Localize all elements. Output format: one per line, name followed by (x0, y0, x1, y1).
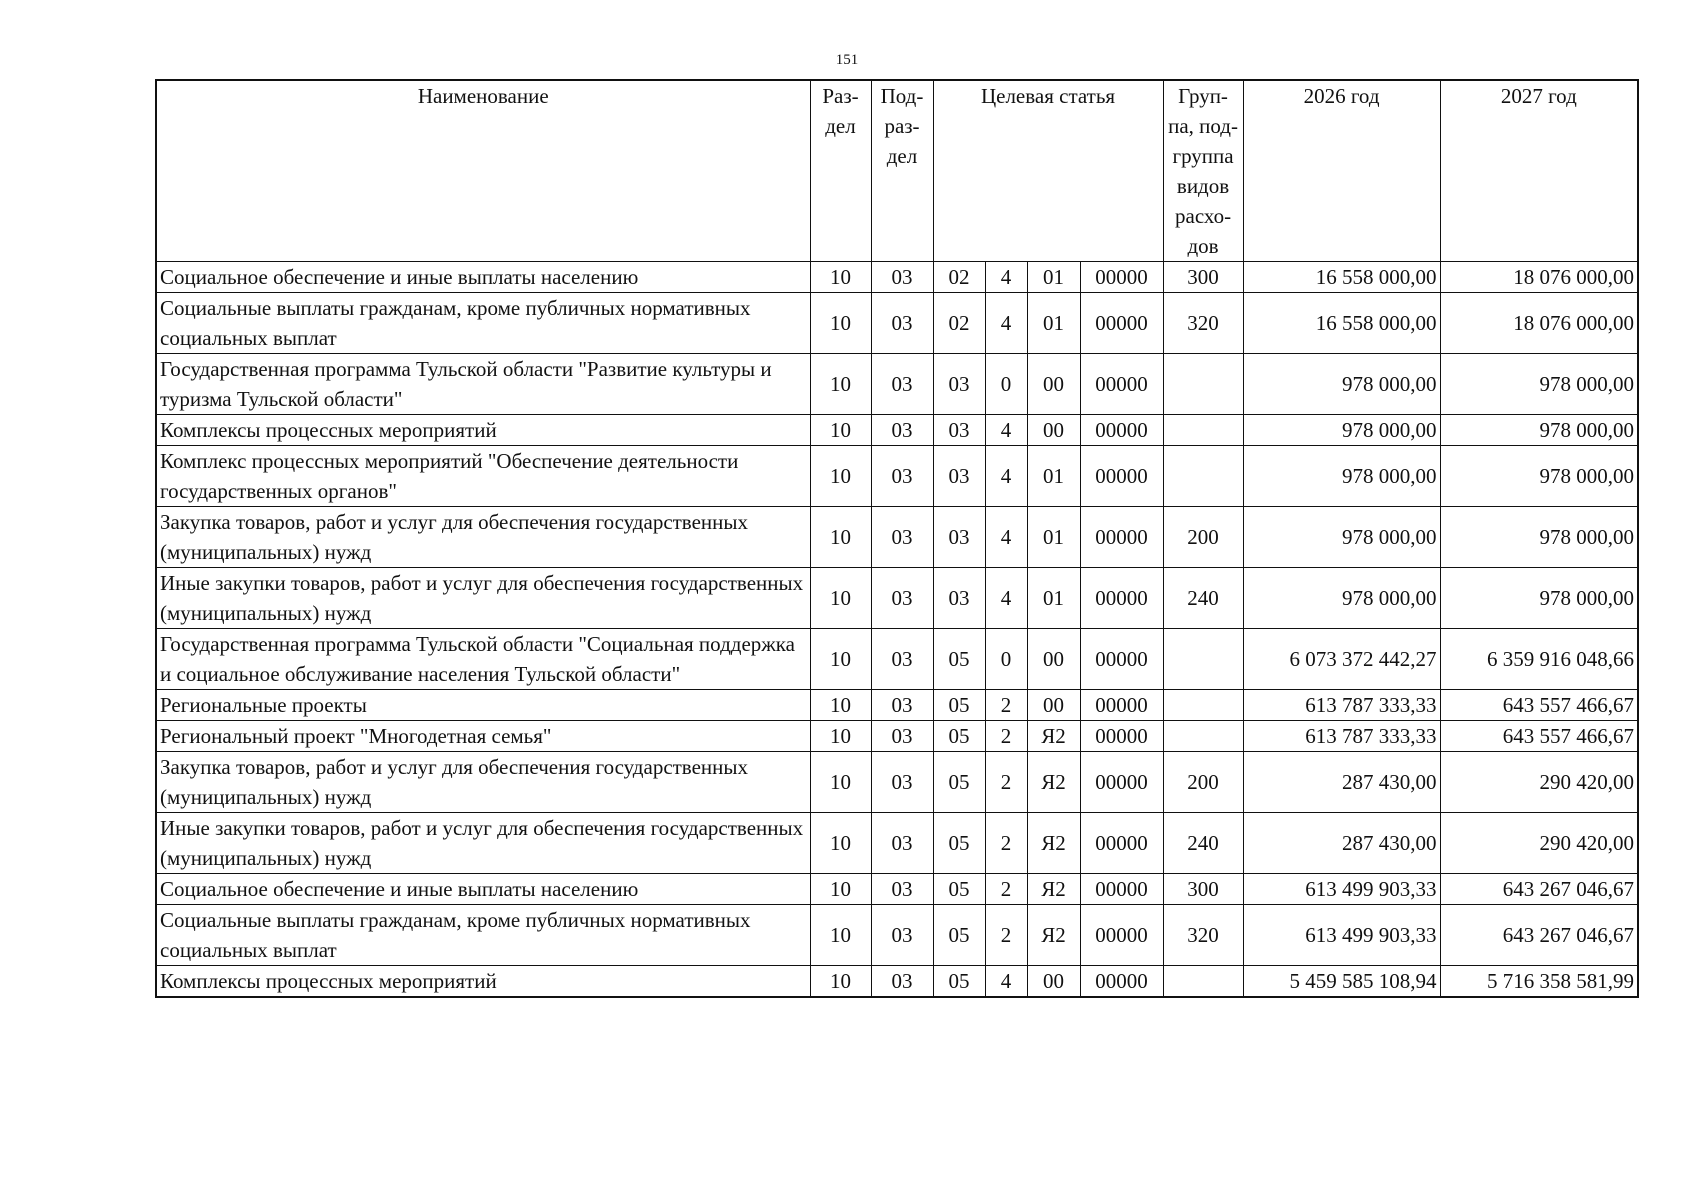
table-row (156, 752, 1638, 813)
row-subsection: 03 (871, 262, 933, 293)
row-subsection: 03 (871, 966, 933, 998)
row-target-direction: 00000 (1080, 293, 1163, 354)
row-expense-group (1163, 966, 1243, 998)
row-target-type: 0 (985, 629, 1027, 690)
budget-table (155, 79, 1639, 998)
row-target-element: Я2 (1027, 905, 1080, 966)
row-subsection: 03 (871, 905, 933, 966)
row-amount-2027: 6 359 916 048,66 (1440, 629, 1638, 690)
table-row (156, 354, 1638, 415)
row-target-element: Я2 (1027, 813, 1080, 874)
row-target-direction: 00000 (1080, 568, 1163, 629)
row-amount-2027: 978 000,00 (1440, 507, 1638, 568)
row-expense-group (1163, 721, 1243, 752)
row-section: 10 (810, 415, 871, 446)
row-amount-2026: 978 000,00 (1243, 415, 1440, 446)
row-expense-group (1163, 629, 1243, 690)
row-amount-2026: 287 430,00 (1243, 752, 1440, 813)
row-name: Государственная программа Тульской области "Развитие культуры и туризма Тульской области" (156, 354, 810, 415)
row-target-type: 4 (985, 966, 1027, 998)
row-subsection: 03 (871, 354, 933, 415)
row-name: Социальные выплаты гражданам, кроме публичных нормативных социальных выплат (156, 293, 810, 354)
row-section: 10 (810, 752, 871, 813)
row-section: 10 (810, 905, 871, 966)
row-amount-2027: 18 076 000,00 (1440, 262, 1638, 293)
table-body (156, 262, 1638, 998)
row-name: Региональный проект "Многодетная семья" (156, 721, 810, 752)
row-name: Закупка товаров, работ и услуг для обеспечения государственных (муниципальных) нужд (156, 752, 810, 813)
row-target-program: 03 (933, 446, 985, 507)
row-section: 10 (810, 721, 871, 752)
row-target-element: Я2 (1027, 874, 1080, 905)
table-row (156, 262, 1638, 293)
row-name: Иные закупки товаров, работ и услуг для обеспечения государственных (муниципальных) нужд (156, 813, 810, 874)
row-target-program: 05 (933, 813, 985, 874)
row-amount-2027: 643 267 046,67 (1440, 874, 1638, 905)
row-name: Комплекс процессных мероприятий "Обеспечение деятельности государственных органов" (156, 446, 810, 507)
row-expense-group: 320 (1163, 293, 1243, 354)
row-target-direction: 00000 (1080, 752, 1163, 813)
row-amount-2027: 643 267 046,67 (1440, 905, 1638, 966)
row-subsection: 03 (871, 293, 933, 354)
row-amount-2026: 287 430,00 (1243, 813, 1440, 874)
row-target-program: 05 (933, 629, 985, 690)
row-target-type: 4 (985, 262, 1027, 293)
row-name: Закупка товаров, работ и услуг для обеспечения государственных (муниципальных) нужд (156, 507, 810, 568)
row-section: 10 (810, 813, 871, 874)
row-target-direction: 00000 (1080, 446, 1163, 507)
row-target-program: 03 (933, 568, 985, 629)
table-row (156, 415, 1638, 446)
row-target-type: 4 (985, 293, 1027, 354)
row-amount-2027: 5 716 358 581,99 (1440, 966, 1638, 998)
header-subsection: Под- раз- дел (871, 80, 933, 262)
row-amount-2027: 978 000,00 (1440, 354, 1638, 415)
header-target-item: Целевая статья (933, 80, 1163, 262)
row-amount-2026: 16 558 000,00 (1243, 293, 1440, 354)
row-amount-2026: 613 787 333,33 (1243, 690, 1440, 721)
row-subsection: 03 (871, 568, 933, 629)
row-target-type: 2 (985, 690, 1027, 721)
row-target-type: 2 (985, 752, 1027, 813)
row-expense-group: 200 (1163, 752, 1243, 813)
row-amount-2026: 978 000,00 (1243, 507, 1440, 568)
row-target-direction: 00000 (1080, 262, 1163, 293)
row-target-type: 4 (985, 415, 1027, 446)
row-amount-2027: 978 000,00 (1440, 446, 1638, 507)
row-expense-group: 240 (1163, 568, 1243, 629)
row-target-program: 05 (933, 721, 985, 752)
header-expense-group: Груп- па, под- группа видов расхо- дов (1163, 80, 1243, 262)
row-target-type: 2 (985, 721, 1027, 752)
header-name: Наименование (156, 80, 810, 262)
row-target-type: 2 (985, 905, 1027, 966)
row-target-direction: 00000 (1080, 690, 1163, 721)
row-expense-group (1163, 415, 1243, 446)
row-section: 10 (810, 966, 871, 998)
row-target-element: 00 (1027, 690, 1080, 721)
row-expense-group: 320 (1163, 905, 1243, 966)
row-target-direction: 00000 (1080, 354, 1163, 415)
table-row (156, 721, 1638, 752)
row-subsection: 03 (871, 415, 933, 446)
row-target-direction: 00000 (1080, 415, 1163, 446)
row-name: Региональные проекты (156, 690, 810, 721)
row-subsection: 03 (871, 507, 933, 568)
row-name: Иные закупки товаров, работ и услуг для обеспечения государственных (муниципальных) нужд (156, 568, 810, 629)
row-target-program: 05 (933, 874, 985, 905)
row-subsection: 03 (871, 629, 933, 690)
row-section: 10 (810, 568, 871, 629)
row-section: 10 (810, 507, 871, 568)
table-header-row (156, 80, 1638, 262)
header-section: Раз- дел (810, 80, 871, 262)
row-target-direction: 00000 (1080, 874, 1163, 905)
table-row (156, 507, 1638, 568)
row-amount-2026: 978 000,00 (1243, 354, 1440, 415)
row-target-program: 05 (933, 966, 985, 998)
row-target-element: Я2 (1027, 721, 1080, 752)
row-target-program: 03 (933, 415, 985, 446)
row-name: Социальное обеспечение и иные выплаты населению (156, 262, 810, 293)
row-amount-2027: 290 420,00 (1440, 813, 1638, 874)
row-subsection: 03 (871, 446, 933, 507)
row-name: Комплексы процессных мероприятий (156, 966, 810, 998)
row-section: 10 (810, 354, 871, 415)
row-expense-group: 240 (1163, 813, 1243, 874)
row-name: Социальное обеспечение и иные выплаты населению (156, 874, 810, 905)
table-row (156, 629, 1638, 690)
row-target-element: Я2 (1027, 752, 1080, 813)
row-subsection: 03 (871, 752, 933, 813)
header-year-2026: 2026 год (1243, 80, 1440, 262)
row-amount-2027: 643 557 466,67 (1440, 690, 1638, 721)
row-target-type: 4 (985, 446, 1027, 507)
row-target-program: 03 (933, 354, 985, 415)
row-expense-group (1163, 446, 1243, 507)
row-amount-2026: 978 000,00 (1243, 568, 1440, 629)
row-target-element: 01 (1027, 446, 1080, 507)
row-target-element: 00 (1027, 629, 1080, 690)
row-target-program: 05 (933, 752, 985, 813)
row-name: Государственная программа Тульской области "Социальная поддержка и социальное обслуживание населения Тульской области" (156, 629, 810, 690)
row-amount-2027: 18 076 000,00 (1440, 293, 1638, 354)
row-target-element: 00 (1027, 354, 1080, 415)
header-year-2027: 2027 год (1440, 80, 1638, 262)
row-target-type: 4 (985, 507, 1027, 568)
row-target-element: 01 (1027, 568, 1080, 629)
table-row (156, 446, 1638, 507)
row-amount-2027: 643 557 466,67 (1440, 721, 1638, 752)
row-name: Комплексы процессных мероприятий (156, 415, 810, 446)
row-target-element: 01 (1027, 293, 1080, 354)
row-target-type: 0 (985, 354, 1027, 415)
row-target-program: 02 (933, 293, 985, 354)
row-expense-group: 200 (1163, 507, 1243, 568)
row-expense-group: 300 (1163, 874, 1243, 905)
row-name: Социальные выплаты гражданам, кроме публичных нормативных социальных выплат (156, 905, 810, 966)
table-row (156, 874, 1638, 905)
row-subsection: 03 (871, 690, 933, 721)
page-number: 151 (835, 52, 859, 68)
row-target-direction: 00000 (1080, 966, 1163, 998)
row-target-program: 05 (933, 690, 985, 721)
row-target-program: 03 (933, 507, 985, 568)
row-amount-2026: 5 459 585 108,94 (1243, 966, 1440, 998)
table-row (156, 813, 1638, 874)
row-target-type: 2 (985, 874, 1027, 905)
row-target-direction: 00000 (1080, 813, 1163, 874)
row-target-direction: 00000 (1080, 905, 1163, 966)
row-subsection: 03 (871, 813, 933, 874)
row-section: 10 (810, 874, 871, 905)
row-target-direction: 00000 (1080, 721, 1163, 752)
row-target-program: 05 (933, 905, 985, 966)
row-target-element: 00 (1027, 415, 1080, 446)
row-target-type: 4 (985, 568, 1027, 629)
row-section: 10 (810, 262, 871, 293)
row-amount-2026: 978 000,00 (1243, 446, 1440, 507)
row-section: 10 (810, 690, 871, 721)
row-target-type: 2 (985, 813, 1027, 874)
row-section: 10 (810, 629, 871, 690)
row-amount-2026: 6 073 372 442,27 (1243, 629, 1440, 690)
row-expense-group (1163, 690, 1243, 721)
row-target-program: 02 (933, 262, 985, 293)
table-row (156, 966, 1638, 998)
row-target-direction: 00000 (1080, 629, 1163, 690)
row-amount-2026: 613 499 903,33 (1243, 905, 1440, 966)
table-row (156, 568, 1638, 629)
table-row (156, 293, 1638, 354)
row-target-direction: 00000 (1080, 507, 1163, 568)
row-subsection: 03 (871, 721, 933, 752)
row-target-element: 01 (1027, 262, 1080, 293)
row-subsection: 03 (871, 874, 933, 905)
table-row (156, 690, 1638, 721)
row-amount-2026: 613 499 903,33 (1243, 874, 1440, 905)
row-target-element: 01 (1027, 507, 1080, 568)
row-amount-2026: 613 787 333,33 (1243, 721, 1440, 752)
row-amount-2027: 290 420,00 (1440, 752, 1638, 813)
row-amount-2026: 16 558 000,00 (1243, 262, 1440, 293)
row-expense-group (1163, 354, 1243, 415)
row-expense-group: 300 (1163, 262, 1243, 293)
table-row (156, 905, 1638, 966)
row-section: 10 (810, 446, 871, 507)
row-section: 10 (810, 293, 871, 354)
row-amount-2027: 978 000,00 (1440, 568, 1638, 629)
row-target-element: 00 (1027, 966, 1080, 998)
row-amount-2027: 978 000,00 (1440, 415, 1638, 446)
